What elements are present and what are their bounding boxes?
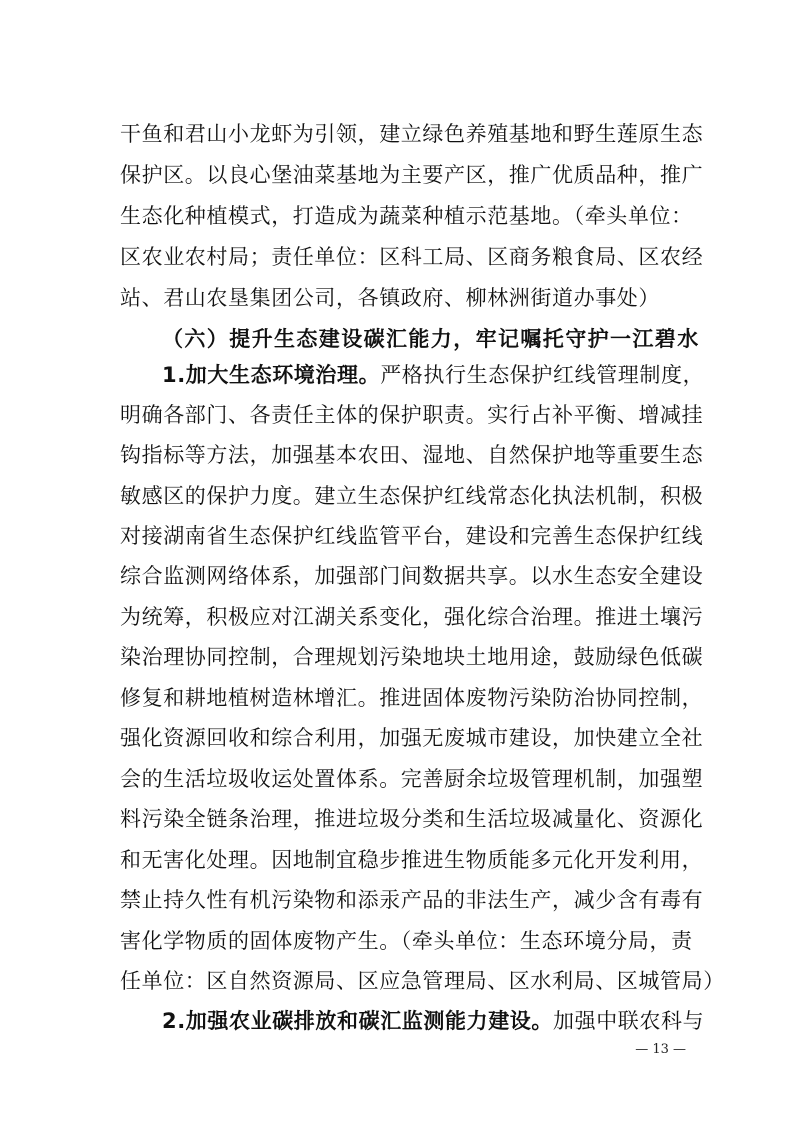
item-2-title: 2.加强农业碳排放和碳汇监测能力建设。 — [162, 1009, 553, 1033]
paragraph-line: 干鱼和君山小龙虾为引领，建立绿色养殖基地和野生莲原生态 — [120, 122, 704, 146]
paragraph-line: 站、君山农垦集团公司，各镇政府、柳林洲街道办事处） — [120, 286, 660, 310]
paragraph-line: 禁止持久性有机污染物和添汞产品的非法生产，减少含有毒有 — [120, 888, 704, 912]
item-1-first-line-text: 严格执行生态保护红线管理制度， — [380, 363, 705, 387]
paragraph-line: 修复和耕地植树造林增汇。推进固体废物污染防治协同控制， — [120, 686, 704, 710]
paragraph-line: 染治理协同控制，合理规划污染地块土地用途，鼓励绿色低碳 — [120, 645, 704, 669]
section-heading: （六）提升生态建设碳汇能力，牢记嘱托守护一江碧水 — [162, 327, 700, 351]
page-number: — 13 — — [635, 1042, 686, 1057]
paragraph-line: 综合监测网络体系，加强部门间数据共享。以水生态安全建设 — [120, 564, 704, 588]
item-1-first-line — [162, 355, 705, 395]
paragraph-line: 钩指标等方法，加强基本农田、湿地、自然保护地等重要生态 — [120, 443, 704, 467]
paragraph-line: 保护区。以良心堡油菜基地为主要产区，推广优质品种，推广 — [120, 163, 704, 187]
paragraph-line: 生态化种植模式，打造成为蔬菜种植示范基地。（牵头单位： — [120, 204, 693, 228]
paragraph-line: 强化资源回收和综合利用，加强无废城市建设，加快建立全社 — [120, 726, 704, 750]
paragraph-line: 料污染全链条治理，推进垃圾分类和生活垃圾减量化、资源化 — [120, 807, 704, 831]
paragraph-line: 和无害化处理。因地制宜稳步推进生物质能多元化开发利用， — [120, 848, 704, 872]
paragraph-line: 为统筹，积极应对江湖关系变化，强化综合治理。推进土壤污 — [120, 605, 704, 629]
paragraph-line: 会的生活垃圾收运处置体系。完善厨余垃圾管理机制，加强塑 — [120, 767, 704, 791]
item-2-first-line-text: 加强中联农科与 — [553, 1009, 705, 1033]
paragraph-line: 对接湖南省生态保护红线监管平台，建设和完善生态保护红线 — [120, 524, 704, 548]
item-1-title: 1.加大生态环境治理。 — [162, 363, 381, 387]
paragraph-line: 害化学物质的固体废物产生。（牵头单位：生态环境分局，责 — [120, 929, 693, 953]
paragraph-line: 明确各部门、各责任主体的保护职责。实行占补平衡、增减挂 — [120, 403, 704, 427]
paragraph-line: 区农业农村局；责任单位：区科工局、区商务粮食局、区农经 — [120, 245, 704, 269]
item-2-first-line — [162, 1001, 705, 1041]
paragraph-line: 敏感区的保护力度。建立生态保护红线常态化执法机制，积极 — [120, 484, 704, 508]
paragraph-line: 任单位：区自然资源局、区应急管理局、区水利局、区城管局） — [120, 969, 725, 993]
